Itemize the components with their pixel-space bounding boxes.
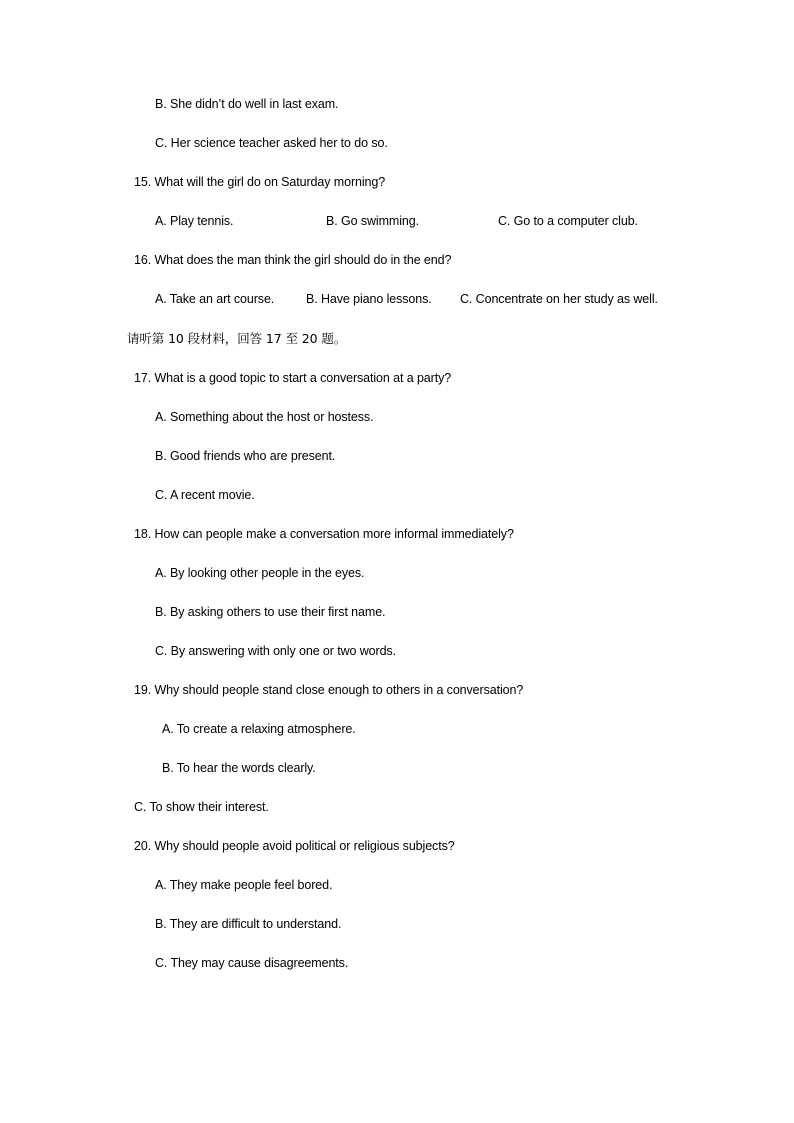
q14-option-c: C. Her science teacher asked her to do so. xyxy=(155,136,388,150)
q16-option-b: B. Have piano lessons. xyxy=(306,292,432,306)
q16-option-c: C. Concentrate on her study as well. xyxy=(460,292,658,306)
q17-option-c: C. A recent movie. xyxy=(155,488,255,502)
q15-option-b: B. Go swimming. xyxy=(326,214,419,228)
q15-option-a: A. Play tennis. xyxy=(155,214,234,228)
q19-question: 19. Why should people stand close enough to others in a conversation? xyxy=(134,683,524,697)
q15-option-c: C. Go to a computer club. xyxy=(498,214,638,228)
q20-option-c: C. They may cause disagreements. xyxy=(155,956,349,970)
q17-option-a: A. Something about the host or hostess. xyxy=(155,410,374,424)
q18-question: 18. How can people make a conversation more informal immediately? xyxy=(134,527,514,541)
q18-option-c: C. By answering with only one or two words. xyxy=(155,644,396,658)
q19-option-a: A. To create a relaxing atmosphere. xyxy=(162,722,356,736)
q20-question: 20. Why should people avoid political or religious subjects? xyxy=(134,839,455,853)
q20-option-a: A. They make people feel bored. xyxy=(155,878,333,892)
q18-option-a: A. By looking other people in the eyes. xyxy=(155,566,365,580)
q14-option-b: B. She didn’t do well in last exam. xyxy=(155,97,339,111)
q19-option-b: B. To hear the words clearly. xyxy=(162,761,316,775)
q17-option-b: B. Good friends who are present. xyxy=(155,449,336,463)
q16-option-a: A. Take an art course. xyxy=(155,292,275,306)
q18-option-b: B. By asking others to use their first name. xyxy=(155,605,386,619)
q19-option-c: C. To show their interest. xyxy=(134,800,269,814)
q16-question: 16. What does the man think the girl should do in the end? xyxy=(134,253,452,267)
section-instruction: 请听第 10 段材料，回答 17 至 20 题。 xyxy=(127,331,347,346)
q17-question: 17. What is a good topic to start a conversation at a party? xyxy=(134,371,452,385)
q15-question: 15. What will the girl do on Saturday morning? xyxy=(134,175,386,189)
q20-option-b: B. They are difficult to understand. xyxy=(155,917,342,931)
